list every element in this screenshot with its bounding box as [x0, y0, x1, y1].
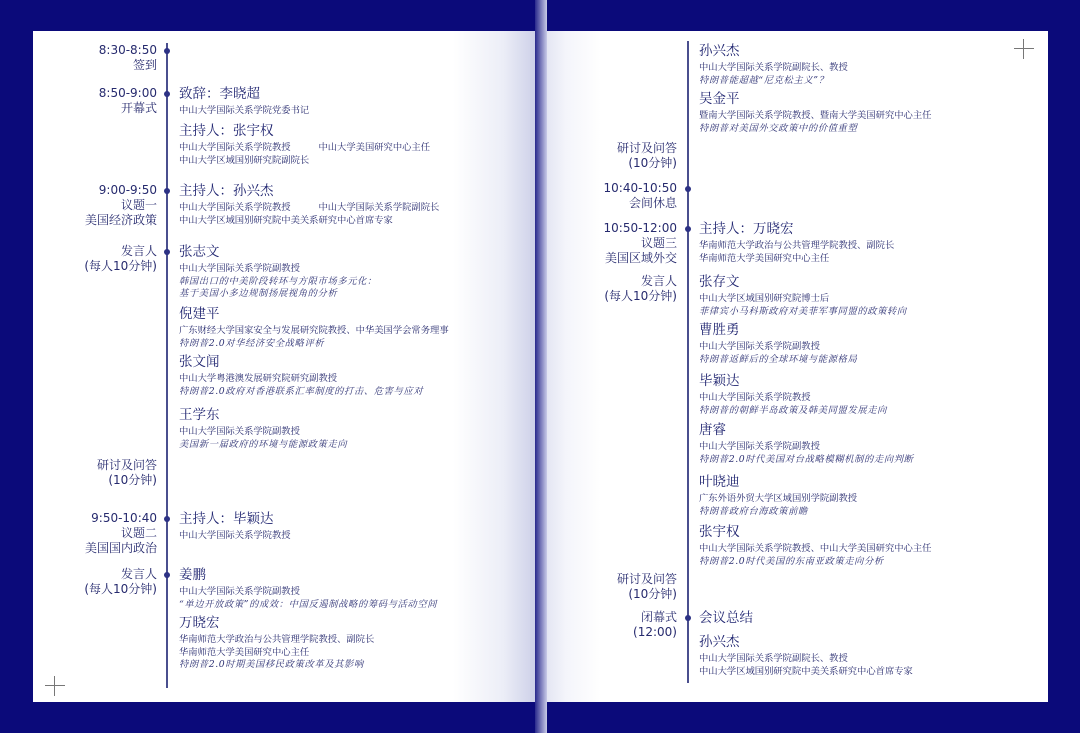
time-label: 10:40-10:50	[603, 181, 677, 195]
speaker-affiliation: 中山大学国际关系学院副教授	[699, 341, 820, 352]
speaker-affiliation: 广东外语外贸大学区域国别学院副教授	[699, 493, 858, 504]
timeline-dot	[164, 572, 170, 578]
speaker-name: 主持人：毕颖达	[179, 511, 274, 527]
speaker-affiliation: 暨南大学国际关系学院教授、暨南大学美国研究中心主任	[699, 110, 932, 121]
speaker-affiliation: 中山大学国际关系学院教授 中山大学美国研究中心主任	[179, 142, 431, 153]
speaker-affiliation: 中山大学区域国别研究院中美关系研究中心首席专家	[699, 665, 913, 677]
speaker-name: 毕颖达	[699, 373, 740, 389]
speaker-name: 万晓宏	[179, 615, 220, 631]
speaker-name: 张宇权	[699, 524, 740, 540]
talk-title: 特朗普2.0时代美国的东南亚政策走向分析	[699, 555, 884, 567]
left-page	[33, 31, 541, 702]
time-label: 10:50-12:00	[603, 221, 677, 235]
speaker-affiliation: 中山大学国际关系学院党委书记	[179, 105, 310, 116]
time-slot-r3	[541, 221, 677, 266]
talk-title: 特朗普2.0时代美国对台战略模糊机制的走向判断	[699, 453, 914, 465]
talk-title: 特朗普返鲜后的全球环境与能源格局	[699, 353, 858, 365]
session-label: 议题二	[120, 526, 157, 540]
time-slot-t6	[33, 511, 157, 556]
talk-title: 特朗普2.0对华经济安全战略评析	[179, 337, 325, 349]
speaker-name: 孙兴杰	[699, 634, 740, 650]
talk-title: 基于美国小多边规制扬展视角的分析	[179, 288, 338, 299]
session-label: (10分钟)	[628, 156, 677, 170]
time-label: 研讨及问答	[616, 141, 677, 155]
talk-title: 韩国出口的中美阶段转环与方限市场多元化：	[179, 275, 377, 287]
session-label: (12:00)	[633, 625, 677, 639]
timeline-dot	[164, 516, 170, 522]
speaker-name: 主持人：万晓宏	[699, 221, 794, 237]
time-label: 研讨及问答	[616, 572, 677, 586]
speaker-affiliation: 广东财经大学国家安全与发展研究院教授、中华美国学会常务理事	[179, 325, 449, 336]
speaker-name: 张文闻	[179, 354, 220, 370]
session-label: (10分钟)	[108, 473, 157, 487]
speaker-affiliation: 华南师范大学美国研究中心主任	[699, 252, 830, 264]
speaker-name: 致辞：李晓超	[179, 86, 260, 102]
timeline-dot	[164, 188, 170, 194]
talk-title: 特朗普2.0时期美国移民政策改革及其影响	[179, 659, 364, 670]
speaker-name: 姜鹏	[179, 567, 206, 583]
session-label: 开幕式	[120, 101, 157, 115]
time-label: 研讨及问答	[96, 458, 157, 472]
timeline-dot	[685, 186, 691, 192]
speaker-name: 唐睿	[699, 422, 726, 438]
page-fold	[535, 0, 547, 733]
speaker-affiliation: 中山大学国际关系学院副院长、教授	[699, 62, 848, 73]
speaker-affiliation: 中山大学区域国别研究院副院长	[179, 154, 310, 166]
time-slot-t2	[33, 86, 157, 116]
session-label: 美国区域外交	[604, 251, 677, 265]
speaker-affiliation: 中山大学国际关系学院副教授	[699, 441, 820, 452]
time-slot-r1	[541, 141, 677, 171]
speaker-affiliation: 中山大学国际关系学院教授	[699, 392, 811, 403]
talk-title: 菲律宾小马科斯政府对美菲军事同盟的政策转向	[699, 305, 907, 317]
speaker-name: 会议总结	[699, 610, 753, 626]
speaker-affiliation: 中山大学区域国别研究院中美关系研究中心首席专家	[179, 214, 393, 226]
speaker-affiliation: 中山大学区域国别研究院博士后	[699, 293, 830, 304]
speaker-name: 吴金平	[699, 91, 740, 107]
time-label: 发言人	[120, 567, 157, 581]
time-label: 8:50-9:00	[98, 86, 157, 100]
speaker-affiliation: 中山大学粤港澳发展研究院研究副教授	[179, 373, 338, 384]
timeline-dot	[685, 226, 691, 232]
time-slot-t4	[33, 244, 157, 274]
time-slot-r5	[541, 572, 677, 602]
speaker-name: 张存文	[699, 274, 740, 290]
talk-title: “单边开放政策”的成效：中国反遏制战略的筹码与活动空间	[179, 598, 438, 610]
crop-mark	[1014, 39, 1034, 59]
time-label: 闭幕式	[640, 610, 677, 624]
speaker-affiliation: 中山大学国际关系学院教授 中山大学国际关系学院副院长	[179, 202, 440, 213]
session-label: 签到	[132, 58, 157, 72]
timeline-dot	[164, 249, 170, 255]
talk-title: 美国新一届政府的环境与能源政策走向	[179, 438, 348, 450]
session-label: 议题三	[640, 236, 677, 250]
time-label: 9:00-9:50	[98, 183, 157, 197]
speaker-name: 曹胜勇	[699, 322, 740, 338]
time-label: 9:50-10:40	[91, 511, 157, 525]
right-page	[541, 31, 1048, 702]
talk-title: 特朗普的朝鲜半岛政策及韩美同盟发展走向	[699, 404, 888, 416]
time-slot-t7	[33, 567, 157, 597]
session-label: 美国经济政策	[84, 213, 157, 227]
speaker-affiliation: 中山大学国际关系学院副教授	[179, 586, 300, 597]
speaker-affiliation: 中山大学国际关系学院副教授	[179, 263, 300, 274]
speaker-name: 王学东	[179, 407, 220, 423]
speaker-affiliation: 中山大学国际关系学院教授、中山大学美国研究中心主任	[699, 543, 932, 554]
talk-title: 特朗普对美国外交政策中的价值重塑	[699, 122, 858, 134]
time-slot-t3	[33, 183, 157, 228]
time-slot-t5	[33, 458, 157, 488]
session-label: (每人10分钟)	[84, 582, 157, 596]
talk-title: 特朗普政府台海政策前瞻	[699, 505, 808, 517]
session-label: 会间休息	[628, 196, 677, 210]
timeline-dot	[164, 91, 170, 97]
time-slot-t1	[33, 43, 157, 73]
session-label: (每人10分钟)	[604, 289, 677, 303]
speaker-affiliation: 华南师范大学政治与公共管理学院教授、副院长	[179, 634, 375, 645]
timeline-dot	[685, 615, 691, 621]
session-label: (每人10分钟)	[84, 259, 157, 273]
speaker-affiliation: 中山大学国际关系学院副教授	[179, 426, 300, 437]
speaker-name: 主持人：孙兴杰	[179, 183, 274, 199]
speaker-name: 主持人：张宇权	[179, 123, 274, 139]
time-label: 发言人	[120, 244, 157, 258]
speaker-name: 倪建平	[179, 306, 220, 322]
speaker-name: 孙兴杰	[699, 43, 740, 59]
time-label: 发言人	[640, 274, 677, 288]
session-label: (10分钟)	[628, 587, 677, 601]
timeline-line	[687, 41, 689, 683]
speaker-affiliation: 中山大学国际关系学院教授	[179, 530, 291, 541]
speaker-affiliation: 华南师范大学美国研究中心主任	[179, 646, 310, 658]
time-slot-r2	[541, 181, 677, 211]
session-label: 议题一	[120, 198, 157, 212]
timeline-line	[166, 43, 168, 688]
crop-mark	[45, 676, 65, 696]
speaker-affiliation: 中山大学国际关系学院副院长、教授	[699, 653, 848, 664]
session-label: 美国国内政治	[84, 541, 157, 555]
timeline-dot	[164, 48, 170, 54]
speaker-name: 张志文	[179, 244, 220, 260]
time-slot-r4	[541, 274, 677, 304]
time-label: 8:30-8:50	[98, 43, 157, 57]
speaker-name: 叶晓迪	[699, 474, 740, 490]
time-slot-r6	[541, 610, 677, 640]
talk-title: 特朗普能超越“尼克松主义”？	[699, 74, 829, 86]
speaker-affiliation: 华南师范大学政治与公共管理学院教授、副院长	[699, 240, 895, 251]
talk-title: 特朗普2.0政府对香港联系汇率制度的打击、危害与应对	[179, 385, 424, 397]
